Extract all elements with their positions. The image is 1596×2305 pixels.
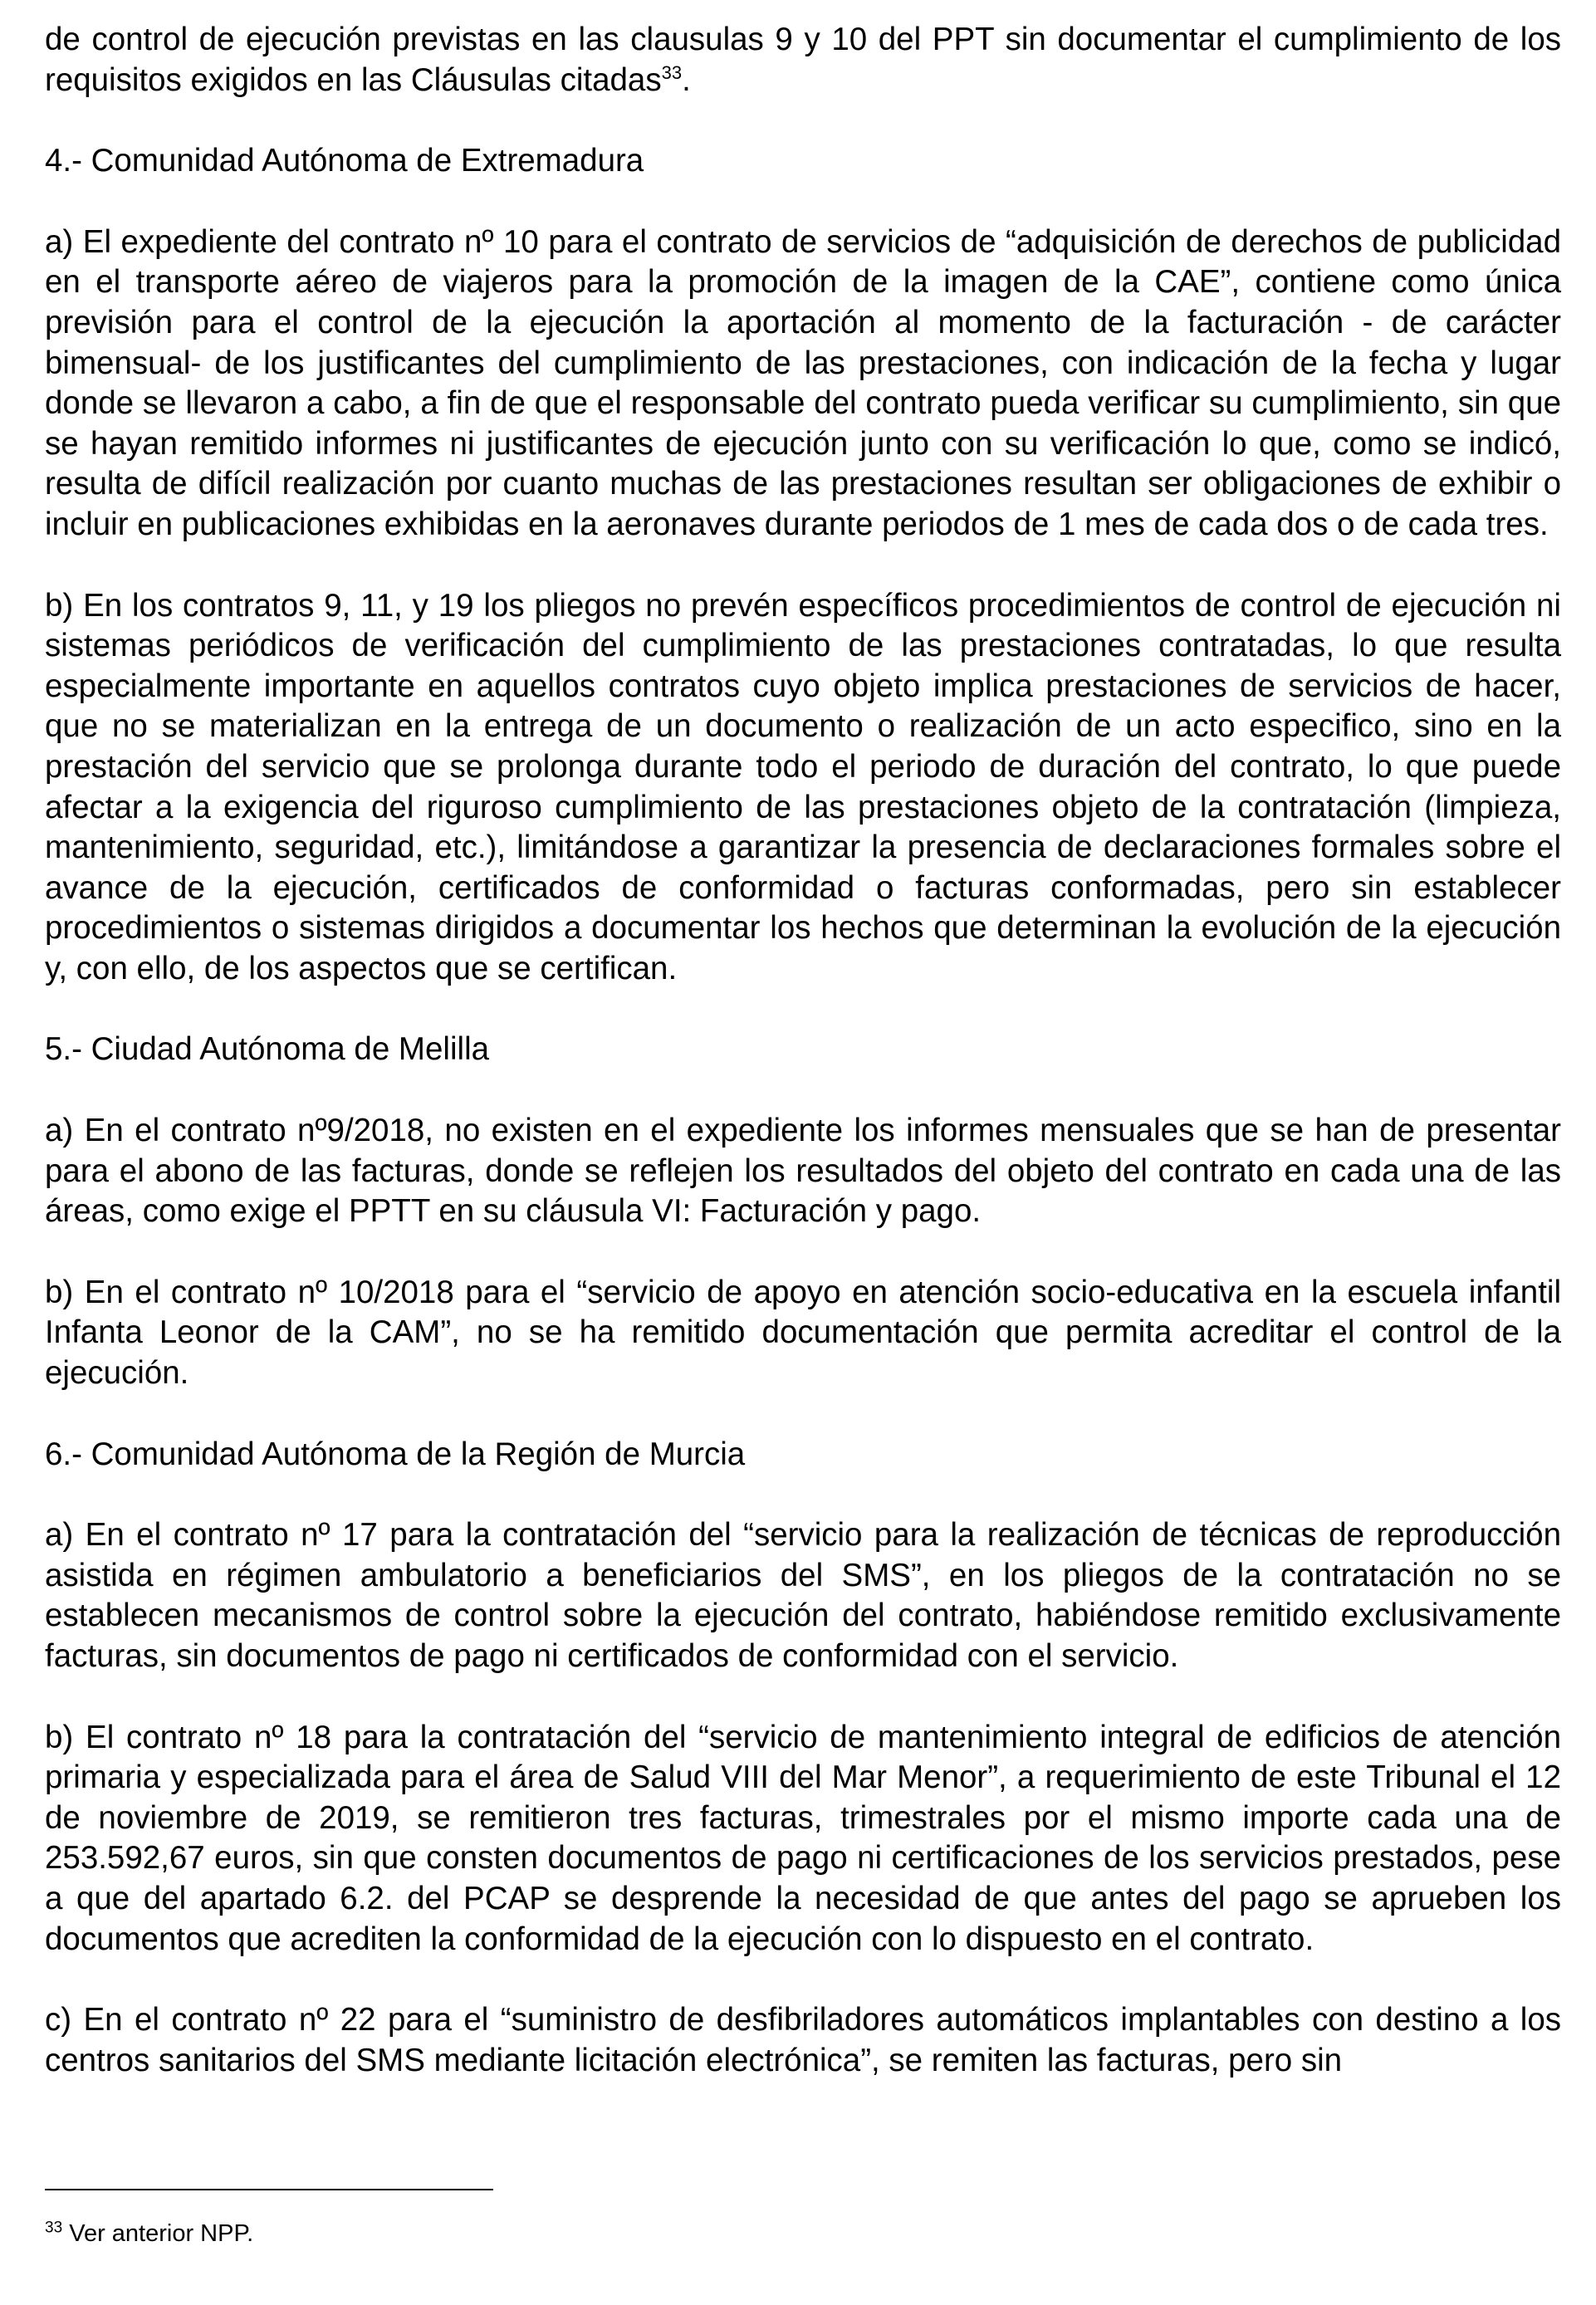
footnote-divider xyxy=(45,2189,493,2190)
continuation-paragraph xyxy=(45,20,1561,100)
paragraph: b) En el contrato nº 10/2018 para el “servicio de apoyo en atención socio-educativa en la escuela infantil Infanta Leonor de la CAM”, no se ha remitido documentación que permita acreditar el control de la ejecución. xyxy=(45,1274,1561,1392)
continuation-text: de control de ejecución previstas en las clausulas 9 y 10 del PPT sin documentar el cumplimiento de los requisitos exigidos en las Cláusulas citadas xyxy=(45,22,1561,98)
footnote-text: Ver anterior NPP. xyxy=(69,2220,254,2247)
footnote-number: 33 xyxy=(45,2219,63,2237)
paragraph: c) En el contrato nº 22 para el “suministro de desfibriladores automáticos implantables con destino a los centros sanitarios del SMS mediante licitación electrónica”, se remiten las facturas, pero sin xyxy=(45,2002,1561,2078)
section-heading-murcia: 6.- Comunidad Autónoma de la Región de Murcia xyxy=(45,1436,746,1472)
section-heading-extremadura: 4.- Comunidad Autónoma de Extremadura xyxy=(45,143,644,179)
paragraph: b) El contrato nº 18 para la contratación del “servicio de mantenimiento integral de edificios de atención primaria y especializada para el área de Salud VIII del Mar Menor”, a requerimiento de este Tribunal el 12 de noviembre de 2019, se remitieron tres facturas, trimestrales por el mismo importe cada una de 253.592,67 euros, sin que consten documentos de pago ni certificaciones de los servicios prestados, pese a que del apartado 6.2. del PCAP se desprende la necesidad de que antes del pago se aprueben los documentos que acrediten la conformidad de la ejecución con lo dispuesto en el contrato. xyxy=(45,1719,1561,1957)
section-heading-melilla: 5.- Ciudad Autónoma de Melilla xyxy=(45,1031,490,1068)
document-page xyxy=(45,20,1561,2121)
paragraph: a) En el contrato nº9/2018, no existen en el expediente los informes mensuales que se han de presentar para el abono de las facturas, donde se reflejen los resultados del objeto del contrato en cada una de las áreas, como exige el PPTT en su cláusula VI: Facturación y pago. xyxy=(45,1113,1561,1230)
continuation-trailing: . xyxy=(682,61,691,98)
paragraph: b) En los contratos 9, 11, y 19 los pliegos no prevén específicos procedimientos de control de ejecución ni sistemas periódicos de verificación del cumplimiento de las prestaciones contratadas, lo que resulta especialmente importante en aquellos contratos cuyo objeto implica prestaciones de servicios de hacer, que no se materializan en la entrega de un documento o realización de un acto especifico, sino en la prestación del servicio que se prolonga durante todo el periodo de duración del contrato, lo que puede afectar a la exigencia del riguroso cumplimiento de las prestaciones objeto de la contratación (limpieza, mantenimiento, seguridad, etc.), limitándose a garantizar la presencia de declaraciones formales sobre el avance de la ejecución, certificados de conformidad o facturas conformadas, pero sin establecer procedimientos o sistemas dirigidos a documentar los hechos que determinan la evolución de la ejecución y, con ello, de los aspectos que se certifican. xyxy=(45,587,1561,986)
paragraph: a) El expediente del contrato nº 10 para el contrato de servicios de “adquisición de derechos de publicidad en el transporte aéreo de viajeros para la promoción de la imagen de la CAE”, contiene como única previsión para el control de la ejecución la aportación al momento de la facturación - de carácter bimensual- de los justificantes del cumplimiento de las prestaciones, con indicación de la fecha y lugar donde se llevaron a cabo, a fin de que el responsable del contrato pueda verificar su cumplimiento, sin que se hayan remitido informes ni justificantes de ejecución junto con su verificación lo que, como se indicó, resulta de difícil realización por cuanto muchas de las prestaciones resultan ser obligaciones de exhibir o incluir en publicaciones exhibidas en la aeronaves durante periodos de 1 mes de cada dos o de cada tres. xyxy=(45,223,1561,542)
footnote xyxy=(45,2219,253,2249)
footnote-reference[interactable]: 33 xyxy=(661,61,683,83)
paragraph: a) En el contrato nº 17 para la contratación del “servicio para la realización de técnicas de reproducción asistida en régimen ambulatorio a beneficiarios del SMS”, en los pliegos de la contratación no se establecen mecanismos de control sobre la ejecución del contrato, habiéndose remitido exclusivamente facturas, sin documentos de pago ni certificados de conformidad con el servicio. xyxy=(45,1517,1561,1674)
